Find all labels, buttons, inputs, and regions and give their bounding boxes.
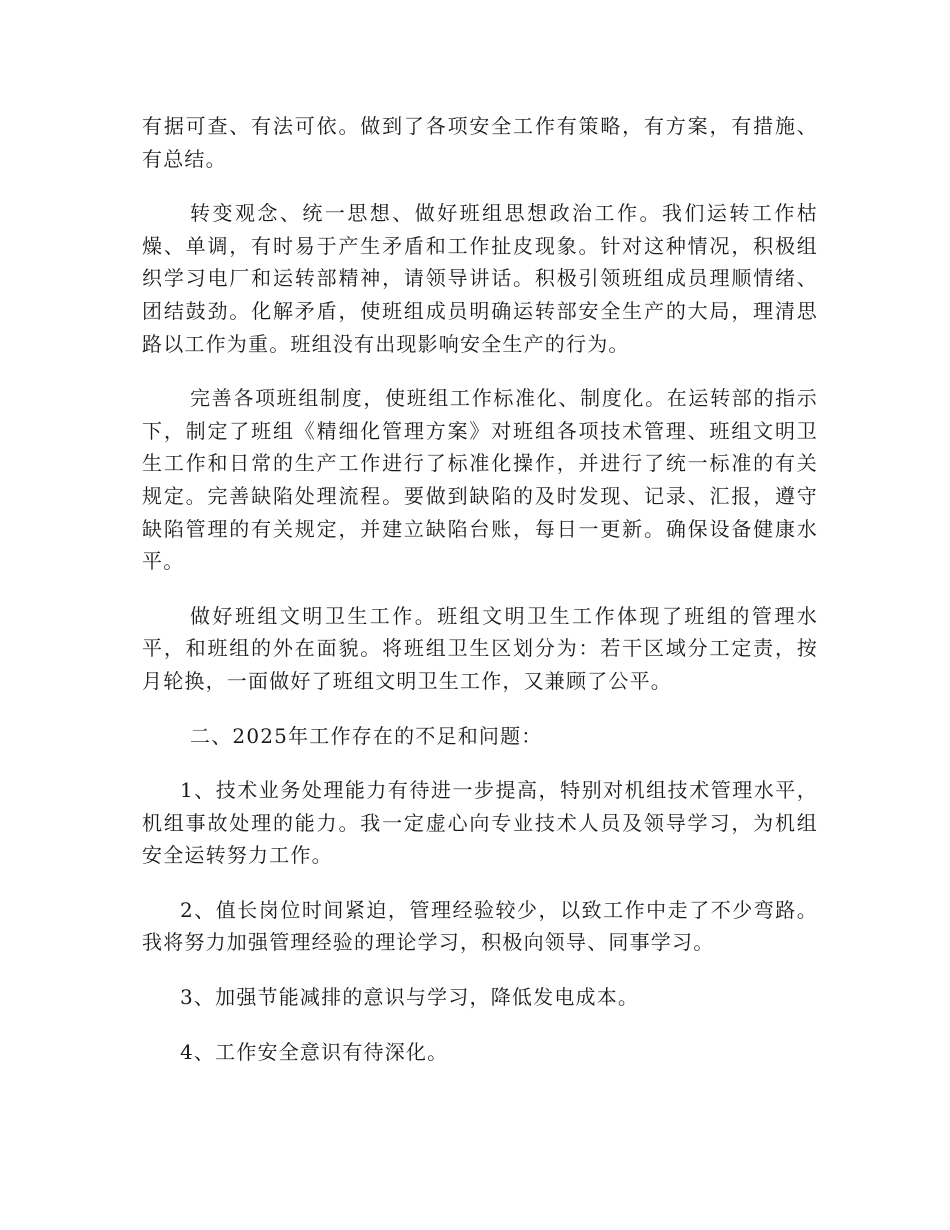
- paragraph-team-system: 完善各项班组制度，使班组工作标准化、制度化。在运转部的指示下，制定了班组《精细化管理方案》对班组各项技术管理、班组文明卫生工作和日常的生产工作进行了标准化操作，并进行了统一标准的有关规定。完善缺陷处理流程。要做到缺陷的及时发现、记录、汇报，遵守缺陷管理的有关规定，并建立缺陷台账，每日一更新。确保设备健康水平。: [142, 386, 818, 574]
- paragraph-ideology-work: 转变观念、统一思想、做好班组思想政治工作。我们运转工作枯燥、单调，有时易于产生矛盾和工作扯皮现象。针对这种情况，积极组织学习电厂和运转部精神，请领导讲话。积极引领班组成员理顺情绪、团结鼓劲。化解矛盾，使班组成员明确运转部安全生产的大局，理清思路以工作为重。班组没有出现影响安全生产的行为。: [142, 201, 818, 356]
- list-item-management-experience: 2、值长岗位时间紧迫，管理经验较少，以致工作中走了不少弯路。我将努力加强管理经验的理论学习，积极向领导、同事学习。: [142, 897, 818, 955]
- document-body: [142, 110, 818, 1090]
- paragraph-safety-records: 有据可查、有法可依。做到了各项安全工作有策略，有方案，有措施、有总结。: [142, 114, 818, 171]
- paragraph-hygiene-work: 做好班组文明卫生工作。班组文明卫生工作体现了班组的管理水平，和班组的外在面貌。将班组卫生区划分为：若干区域分工定责，按月轮换，一面做好了班组文明卫生工作，又兼顾了公平。: [142, 603, 818, 693]
- list-item-safety-awareness: 4、工作安全意识有待深化。: [180, 1039, 449, 1064]
- list-item-technical-ability: 1、技术业务处理能力有待进一步提高，特别对机组技术管理水平，机组事故处理的能力。我一定虚心向专业技术人员及领导学习，为机组安全运转努力工作。: [142, 778, 818, 868]
- section-heading-shortcomings: 二、2025年工作存在的不足和问题：: [190, 723, 543, 748]
- list-item-energy-saving: 3、加强节能减排的意识与学习，降低发电成本。: [180, 985, 640, 1010]
